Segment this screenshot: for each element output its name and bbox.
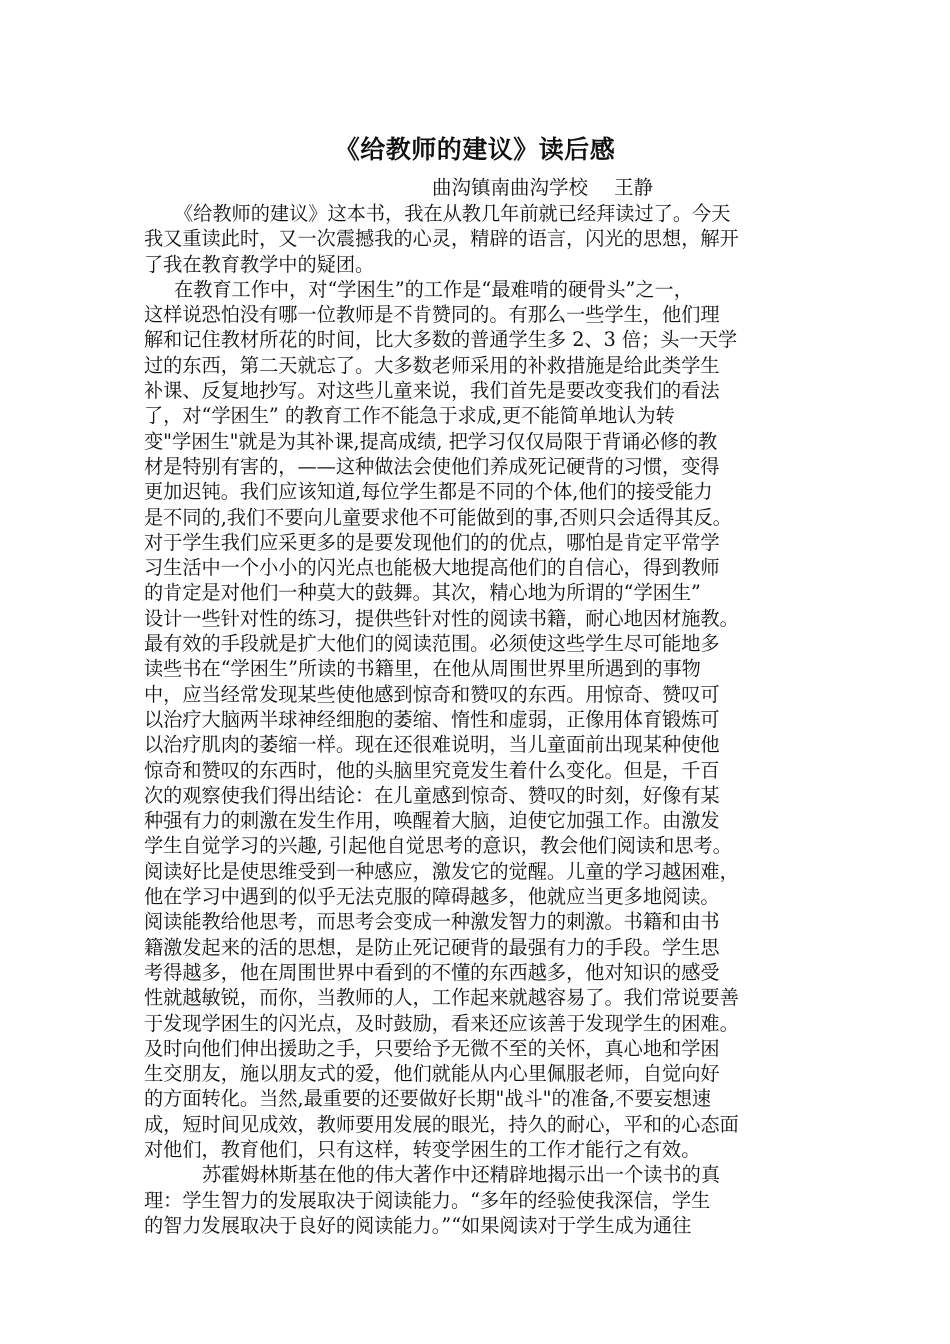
- text-line: 对于学生我们应采更多的是要发现他们的的优点，哪怕是肯定平常学: [144, 530, 720, 554]
- text-line: 是不同的,我们不要向儿童要求他不可能做到的事,否则只会适得其反。: [144, 505, 732, 529]
- text-line: 我又重读此时，又一次震撼我的心灵，精辟的语言，闪光的思想，解开: [144, 227, 739, 251]
- text-line: 最有效的手段就是扩大他们的阅读范围。必须使这些学生尽可能地多: [144, 632, 720, 656]
- paragraph: [144, 201, 814, 277]
- text-line: 考得越多，他在周围世界中看到的不懂的东西越多，他对知识的感受: [144, 960, 720, 984]
- text-line: 对他们，教育他们，只有这样，转变学困生的工作才能行之有效。: [144, 1137, 701, 1161]
- text-line: 的肯定是对他们一种莫大的鼓舞。其次，精心地为所谓的“学困生”: [144, 581, 701, 605]
- text-line: 性就越敏锐，而你，当教师的人，工作起来就越容易了。我们常说要善: [144, 986, 739, 1010]
- text-line: 阅读好比是使思维受到一种感应，激发它的觉醒。儿童的学习越困难，: [144, 859, 739, 883]
- byline: [432, 175, 653, 201]
- text-line: 阅读能教给他思考，而思考会变成一种激发智力的刺激。书籍和由书: [144, 910, 720, 934]
- text-line: 材是特别有害的，——这种做法会使他们养成死记硬背的习惯，变得: [144, 454, 720, 478]
- text-line: 中，应当经常发现某些使他感到惊奇和赞叹的东西。用惊奇、赞叹可: [144, 682, 720, 706]
- text-line: 《给教师的建议》这本书，我在从教几年前就已经拜读过了。今天: [174, 202, 731, 225]
- text-line: 籍激发起来的活的思想，是防止死记硬背的最强有力的手段。学生思: [144, 935, 720, 959]
- byline-author: 王静: [614, 176, 654, 199]
- byline-school: 曲沟镇南曲沟学校: [432, 176, 589, 199]
- text-line: 理：学生智力的发展取决于阅读能力。“多年的经验使我深信，学生: [144, 1188, 711, 1212]
- text-line: 变"学困生"就是为其补课,提高成绩, 把学习仅仅局限于背诵必修的教: [144, 429, 718, 453]
- paragraph: [144, 277, 814, 1162]
- text-line: 过的东西，第二天就忘了。大多数老师采用的补救措施是给此类学生: [144, 353, 720, 377]
- text-line: 了我在教育教学中的疑团。: [144, 252, 375, 276]
- text-line: 的智力发展取决于良好的阅读能力。”“如果阅读对于学生成为通往: [144, 1213, 692, 1237]
- paragraph: [144, 1162, 814, 1238]
- text-line: 的方面转化。当然,最重要的还要做好长期"战斗"的准备,不要妄想速: [144, 1087, 712, 1111]
- text-line: 解和记住教材所花的时间，比大多数的普通学生多 2、3 倍；头一天学: [144, 328, 738, 352]
- text-line: 了，对“学困生” 的教育工作不能急于求成,更不能简单地认为转: [144, 404, 675, 428]
- text-line: 学生自觉学习的兴趣, 引起他自觉思考的意识，教会他们阅读和思考。: [144, 834, 732, 858]
- text-line: 习生活中一个小小的闪光点也能极大地提高他们的自信心，得到教师: [144, 556, 720, 580]
- document-title: 《给教师的建议》读后感: [334, 135, 616, 164]
- text-line: 及时向他们伸出援助之手，只要给予无微不至的关怀，真心地和学困: [144, 1036, 720, 1060]
- text-line: 苏霍姆林斯基在他的伟大著作中还精辟地揭示出一个读书的真: [202, 1163, 721, 1187]
- text-line: 以治疗肌肉的萎缩一样。现在还很难说明，当儿童面前出现某种使他: [144, 733, 720, 757]
- text-line: 更加迟钝。我们应该知道,每位学生都是不同的个体,他们的接受能力: [144, 480, 713, 504]
- text-line: 设计一些针对性的练习，提供些针对性的阅读书籍，耐心地因材施教。: [144, 606, 739, 630]
- text-line: 在教育工作中，对“学困生”的工作是“最难啃的硬骨头”之一，: [174, 277, 693, 301]
- text-line: 以治疗大脑两半球神经细胞的萎缩、惰性和虚弱，正像用体育锻炼可: [144, 707, 720, 731]
- document-body: [144, 201, 814, 1238]
- text-line: 这样说恐怕没有哪一位教师是不肯赞同的。有那么一些学生，他们理: [144, 303, 720, 327]
- text-line: 次的观察使我们得出结论：在儿童感到惊奇、赞叹的时刻，好像有某: [144, 783, 720, 807]
- text-line: 成，短时间见成效，教师要用发展的眼光，持久的耐心，平和的心态面: [144, 1112, 739, 1136]
- text-line: 于发现学困生的闪光点，及时鼓励，看来还应该善于发现学生的困难。: [144, 1011, 739, 1035]
- text-line: 生交朋友，施以朋友式的爱，他们就能从内心里佩服老师，自觉向好: [144, 1062, 720, 1086]
- text-line: 种强有力的刺激在发生作用，唤醒着大脑，迫使它加强工作。由激发: [144, 809, 720, 833]
- text-line: 惊奇和赞叹的东西时，他的头脑里究竟发生着什么变化。但是，千百: [144, 758, 720, 782]
- text-line: 补课、反复地抄写。对这些儿童来说，我们首先是要改变我们的看法: [144, 379, 720, 403]
- text-line: 他在学习中遇到的似乎无法克服的障碍越多，他就应当更多地阅读。: [144, 885, 720, 909]
- text-line: 读些书在“学困生”所读的书籍里，在他从周围世界里所遇到的事物: [144, 657, 701, 681]
